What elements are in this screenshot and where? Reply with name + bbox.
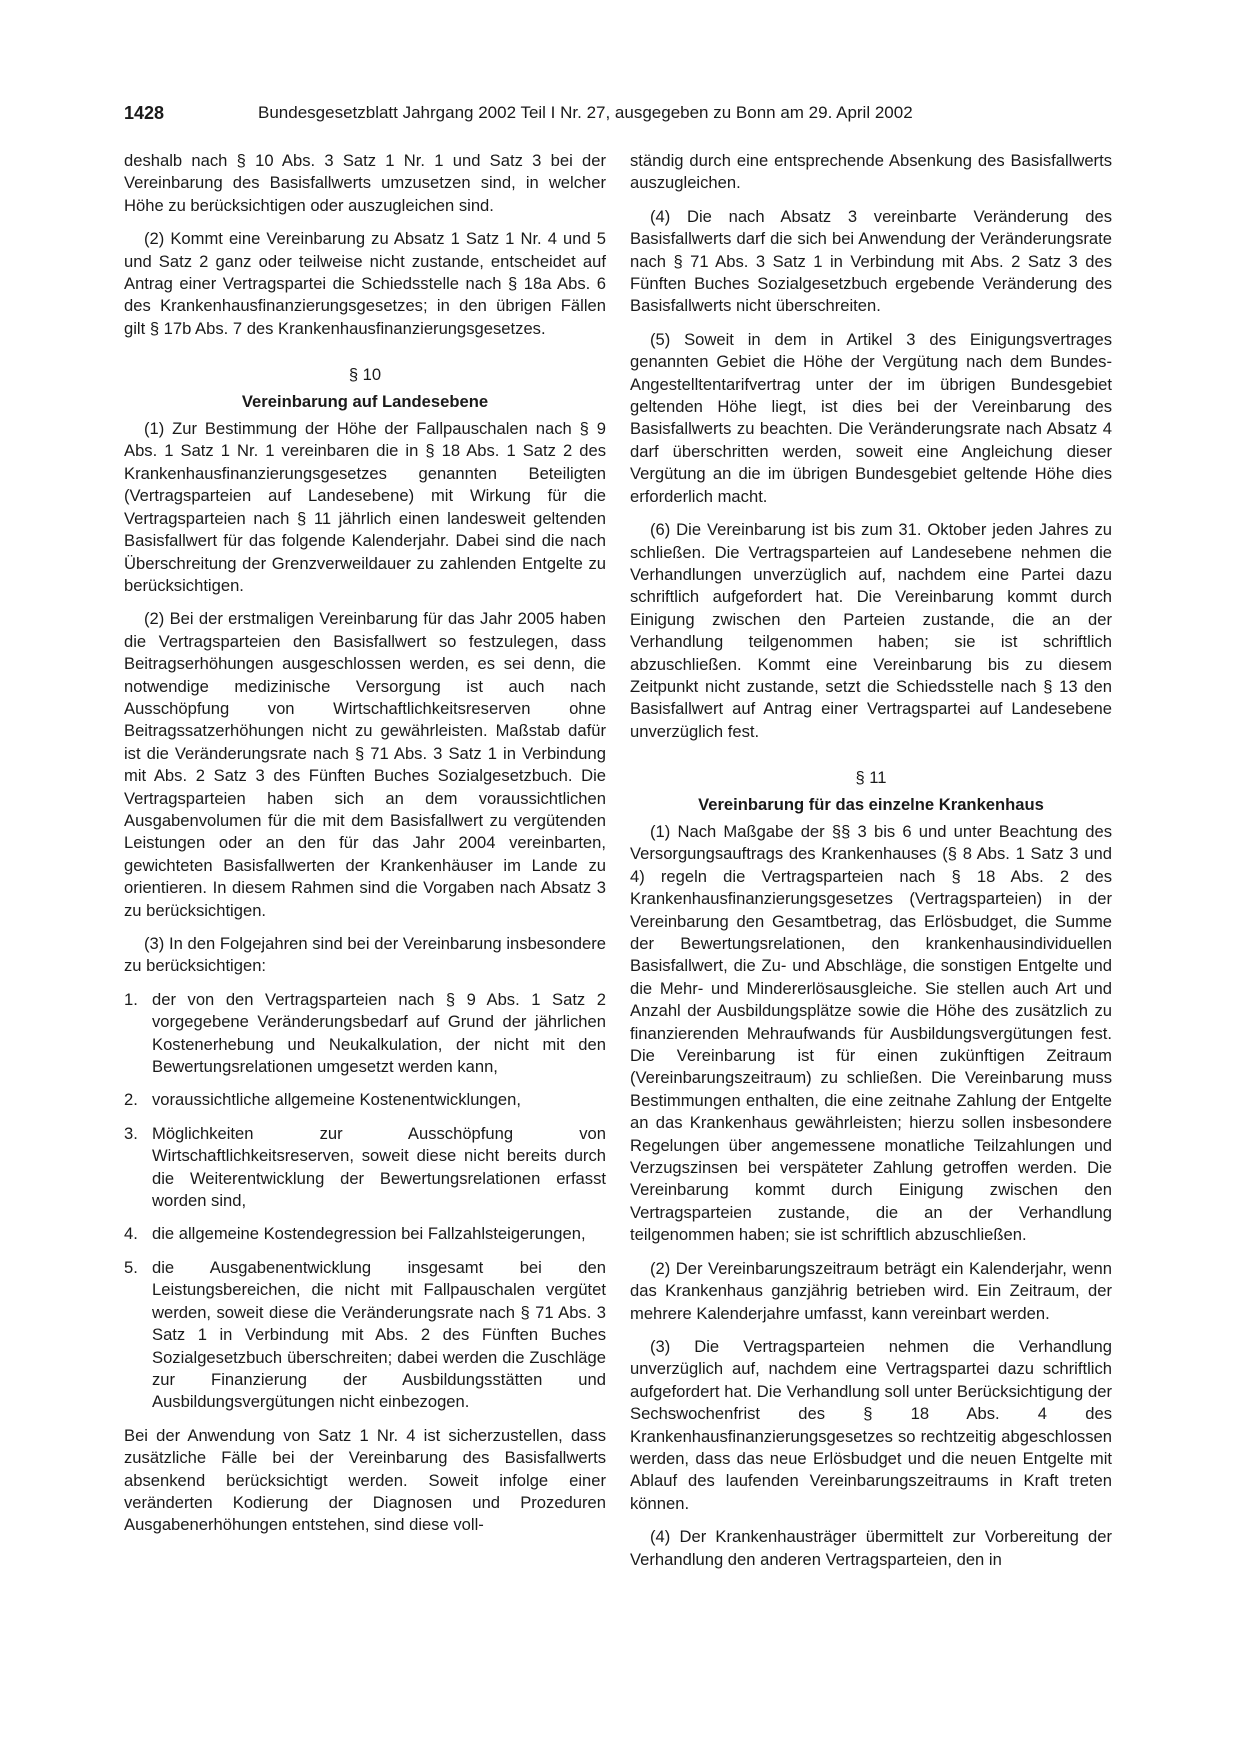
list-item	[124, 1257, 606, 1414]
list-item-number: 2.	[124, 1090, 138, 1110]
section-10-paragraph-6: (6) Die Vereinbarung ist bis zum 31. Oktober jeden Jahres zu schließen. Die Vertragsparteien auf Landesebene nehmen die Verhandlungen unverzüglich auf, nachdem eine Partei dazu schriftlich aufgefordert hat. Die Vereinbarung kommt durch Einigung zwischen den Parteien zustande, die an der Verhandlung teilgenommen haben; sie ist schriftlich abzuschließen. Kommt eine Vereinbarung bis zu diesem Zeitpunkt nicht zustande, setzt die Schiedsstelle nach § 13 den Basisfallwert auf Antrag einer Vertragspartei auf Landesebene unverzüglich fest.	[630, 520, 1112, 741]
running-head: Bundesgesetzblatt Jahrgang 2002 Teil I Nr. 27, ausgegeben zu Bonn am 29. April 2002	[258, 103, 913, 122]
list-item-number: 3.	[124, 1123, 138, 1143]
section-10-paragraph-1: (1) Zur Bestimmung der Höhe der Fallpauschalen nach § 9 Abs. 1 Satz 1 Nr. 1 vereinbaren die in § 18 Abs. 1 Satz 2 des Krankenhausfinanzierungsgesetzes genannten Beteiligten (Vertragsparteien auf Landesebene) mit Wirkung für die Vertragsparteien nach § 11 jährlich einen landesweit geltenden Basisfallwert für das folgende Kalenderjahr. Dabei sind die nach Überschreitung der Grenzverweildauer zu zahlenden Entgelte zu berücksichtigen.	[124, 419, 606, 595]
list-item-number: 5.	[124, 1257, 138, 1277]
list-item	[124, 1089, 606, 1111]
enumerated-list	[124, 989, 606, 1414]
list-item-text: die allgemeine Kostendegression bei Fallzahlsteigerungen,	[152, 1224, 586, 1244]
list-item-text: voraussichtliche allgemeine Kostenentwicklungen,	[152, 1090, 521, 1110]
page-header	[124, 101, 1116, 126]
section-11-label: § 11	[855, 768, 887, 788]
section-10-paragraph-5: (5) Soweit in dem in Artikel 3 des Einigungsvertrages genannten Gebiet die Höhe der Vergütung nach dem Bundes-Angestelltentarifvertrag unter der im übrigen Bundesgebiet geltenden Höhe liegt, ist dies bei der Vereinbarung des Basisfallwerts zu beachten. Die Veränderungsrate nach Absatz 4 darf überschritten werden, soweit eine Angleichung dieser Vergütung an die im übrigen Bundesgebiet geltende Höhe dies erforderlich macht.	[630, 329, 1112, 506]
list-item-text: Möglichkeiten zur Ausschöpfung von Wirtschaftlichkeitsreserven, soweit diese nicht bereits durch die Weiterentwicklung der Bewertungsrelationen erfasst worden sind,	[152, 1123, 606, 1211]
list-item	[124, 1123, 606, 1213]
list-item	[124, 989, 606, 1079]
section-10-label: § 10	[348, 365, 382, 385]
list-item-text: die Ausgabenentwicklung insgesamt bei den Leistungsbereichen, die nicht mit Fallpauschalen vergütet werden, soweit diese die Veränderungsrate nach § 71 Abs. 3 Satz 1 in Verbindung mit Abs. 2 des Fünften Buches Sozialgesetzbuch überschreiten; dabei werden die Zuschläge zur Finanzierung der Ausbildungsstätten und Ausbildungsvergütungen nicht einbezogen.	[152, 1257, 606, 1412]
section-11-title: Vereinbarung für das einzelne Krankenhaus	[698, 794, 1044, 814]
paragraph-continued-right: ständig durch eine entsprechende Absenkung des Basisfallwerts auszugleichen.	[630, 151, 1112, 193]
paragraph-2: (2) Kommt eine Vereinbarung zu Absatz 1 Satz 1 Nr. 4 und 5 und Satz 2 ganz oder teilweise nicht zustande, entscheidet auf Antrag einer Vertragspartei die Schiedsstelle nach § 18a Abs. 6 des Krankenhausfinanzierungsgesetzes; in den übrigen Fällen gilt § 17b Abs. 7 des Krankenhausfinanzierungsgesetzes.	[124, 229, 606, 338]
page-number: 1428	[124, 103, 165, 123]
right-column	[630, 150, 1112, 1582]
paragraph-continued: deshalb nach § 10 Abs. 3 Satz 1 Nr. 1 und Satz 3 bei der Vereinbarung des Basisfallwerts umzusetzen sind, in welcher Höhe zu berücksichtigen oder auszugleichen sind.	[124, 151, 606, 215]
section-11-paragraph-1: (1) Nach Maßgabe der §§ 3 bis 6 und unter Beachtung des Versorgungsauftrags des Krankenhauses (§ 8 Abs. 1 Satz 3 und 4) regeln die Vertragsparteien nach § 18 Abs. 2 des Krankenhausfinanzierungsgesetzes (Vertragsparteien) in der Vereinbarung den Gesamtbetrag, das Erlösbudget, die Summe der Bewertungsrelationen, den krankenhausindividuellen Basisfallwert, die Zu- und Abschläge, die sonstigen Entgelte und die Mehr- und Mindererlösausgleiche. Sie stellen auch Art und Anzahl der Ausbildungsplätze sowie die Höhe des zusätzlich zu finanzierenden Mehraufwands für Ausbildungsvergütungen fest. Die Vereinbarung ist für einen zukünftigen Zeitraum (Vereinbarungszeitraum) zu schließen. Die Vereinbarung muss Bestimmungen enthalten, die eine zeitnahe Zahlung der Entgelte an das Krankenhaus gewährleisten; hierzu sollen insbesondere Regelungen über angemessene monatliche Teilzahlungen und Verzugszinsen bei verspäteter Zahlung getroffen werden. Die Vereinbarung kommt durch Einigung zwischen den Vertragsparteien zustande, die an der Verhandlung teilgenommen haben; sie ist schriftlich abzuschließen.	[630, 821, 1112, 1245]
list-item-number: 4.	[124, 1224, 138, 1244]
list-item-number: 1.	[124, 989, 138, 1009]
section-10-paragraph-3: (3) In den Folgejahren sind bei der Vereinbarung insbesondere zu berücksichtigen:	[124, 934, 606, 976]
section-10-title: Vereinbarung auf Landesebene	[241, 391, 489, 411]
section-10-paragraph-3-tail: Bei der Anwendung von Satz 1 Nr. 4 ist sicherzustellen, dass zusätzliche Fälle bei der Vereinbarung des Basisfallwerts absenkend berücksichtigt werden. Soweit infolge einer veränderten Kodierung der Diagnosen und Prozeduren Ausgabenerhöhungen entstehen, sind diese voll-	[124, 1425, 606, 1535]
section-11-paragraph-3: (3) Die Vertragsparteien nehmen die Verhandlung unverzüglich auf, nachdem eine Vertragspartei dazu schriftlich aufgefordert hat. Die Verhandlung soll unter Berücksichtigung der Sechswochenfrist des § 18 Abs. 4 des Krankenhausfinanzierungsgesetzes so rechtzeitig abgeschlossen werden, dass das neue Erlösbudget und die neuen Entgelte mit Ablauf des laufenden Vereinbarungszeitraums in Kraft treten können.	[630, 1336, 1112, 1513]
section-11-paragraph-2: (2) Der Vereinbarungszeitraum beträgt ein Kalenderjahr, wenn das Krankenhaus ganzjährig betrieben wird. Ein Zeitraum, der mehrere Kalenderjahre umfasst, kann vereinbart werden.	[630, 1258, 1112, 1323]
section-10-paragraph-2: (2) Bei der erstmaligen Vereinbarung für das Jahr 2005 haben die Vertragsparteien den Basisfallwert so festzulegen, dass Beitragserhöhungen ausgeschlossen werden, es sei denn, die notwendige medizinische Versorgung ist auch nach Ausschöpfung von Wirtschaftlichkeitsreserven ohne Beitragssatzerhöhungen nicht zu gewährleisten. Maßstab dafür ist die Veränderungsrate nach § 71 Abs. 3 Satz 1 in Verbindung mit Abs. 2 Satz 3 des Fünften Buches Sozialgesetzbuch. Die Vertragsparteien haben sich an dem voraussichtlichen Ausgabenvolumen für die mit dem Basisfallwert zu vergütenden Leistungen oder an den für das Jahr 2004 vereinbarten, gewichteten Basisfallwerten der Krankenhäuser im Lande zu orientieren. In diesem Rahmen sind die Vorgaben nach Absatz 3 zu berücksichtigen.	[124, 609, 606, 920]
left-column	[124, 150, 606, 1548]
list-item	[124, 1223, 606, 1245]
section-11-paragraph-4: (4) Der Krankenhausträger übermittelt zur Vorbereitung der Verhandlung den anderen Vertragsparteien, den in	[630, 1527, 1112, 1569]
list-item-text: der von den Vertragsparteien nach § 9 Abs. 1 Satz 2 vorgegebene Veränderungsbedarf auf Grund der jährlichen Kostenerhebung und Neukalkulation, der nicht mit den Bewertungsrelationen umgesetzt werden kann,	[152, 989, 606, 1077]
section-10-paragraph-4: (4) Die nach Absatz 3 vereinbarte Veränderung des Basisfallwerts darf die sich bei Anwendung der Veränderungsrate nach § 71 Abs. 3 Satz 1 in Verbindung mit Abs. 2 Satz 3 des Fünften Buches Sozialgesetzbuch ergebende Veränderung des Basisfallwerts nicht überschreiten.	[630, 206, 1112, 316]
